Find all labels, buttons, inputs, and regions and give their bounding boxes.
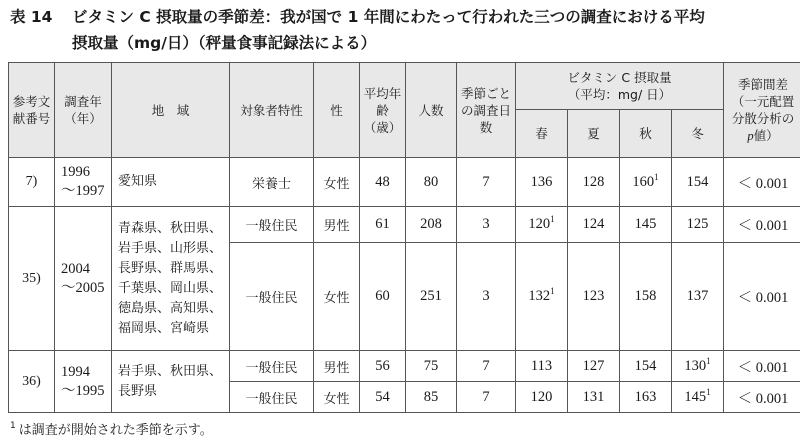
header-pvalue bbox=[724, 63, 800, 158]
cell-winter bbox=[672, 382, 724, 413]
cell-days: 7 bbox=[457, 351, 516, 382]
cell-summer: 131 bbox=[568, 382, 620, 413]
cell-year-end: ～2005 bbox=[61, 279, 105, 296]
header-summer: 夏 bbox=[568, 110, 620, 158]
region-line: 千葉県、岡山県、 bbox=[118, 280, 223, 296]
cell-n: 85 bbox=[406, 382, 457, 413]
region-line: 岩手県、秋田県、 bbox=[118, 363, 223, 379]
cell-age: 60 bbox=[360, 243, 406, 351]
season-start-marker: 1 bbox=[706, 355, 711, 366]
cell-winter-value: 130 bbox=[684, 357, 707, 374]
cell-spring-value: 120 bbox=[528, 216, 551, 232]
header-autumn: 秋 bbox=[620, 110, 672, 158]
cell-subject: 一般住民 bbox=[230, 243, 314, 351]
cell-days: 3 bbox=[457, 207, 516, 243]
cell-summer: 128 bbox=[568, 158, 620, 207]
cell-region bbox=[112, 351, 230, 413]
cell-autumn bbox=[620, 158, 672, 207]
cell-year-end: ～1997 bbox=[61, 183, 105, 199]
cell-spring: 113 bbox=[516, 351, 568, 382]
header-pvalue-5: 値） bbox=[753, 127, 779, 143]
cell-sex: 男性 bbox=[314, 351, 360, 382]
table-row bbox=[9, 158, 800, 207]
cell-year-start: 1994 bbox=[61, 363, 90, 380]
cell-year-end: ～1995 bbox=[61, 382, 105, 399]
cell-winter-value: 145 bbox=[684, 388, 707, 405]
footnote bbox=[10, 419, 213, 438]
header-pvalue-1: 季節間差 bbox=[737, 76, 788, 92]
cell-autumn: 145 bbox=[620, 207, 672, 243]
cell-pvalue: ＜ 0.001 bbox=[724, 158, 800, 207]
header-vitc-title: ビタミン C 摂取量 bbox=[567, 70, 672, 85]
cell-spring bbox=[516, 243, 568, 351]
header-spring: 春 bbox=[516, 110, 568, 158]
cell-sex: 男性 bbox=[314, 207, 360, 243]
cell-sex: 女性 bbox=[314, 158, 360, 207]
header-ref: 参考文献番号 bbox=[9, 63, 55, 158]
header-vitc bbox=[516, 63, 724, 110]
cell-region: 愛知県 bbox=[112, 158, 230, 207]
cell-pvalue: ＜ 0.001 bbox=[724, 243, 800, 351]
table-row bbox=[9, 351, 800, 382]
cell-n: 80 bbox=[406, 158, 457, 207]
season-start-marker: 1 bbox=[550, 214, 555, 224]
season-start-marker: 1 bbox=[550, 286, 555, 296]
cell-pvalue: ＜ 0.001 bbox=[724, 382, 800, 413]
header-winter: 冬 bbox=[672, 110, 724, 158]
region-line: 長野県 bbox=[118, 383, 158, 399]
cell-year bbox=[55, 158, 112, 207]
header-n: 人数 bbox=[406, 63, 457, 158]
cell-region bbox=[112, 207, 230, 351]
cell-year bbox=[55, 351, 112, 413]
table-number: 表 14 bbox=[10, 8, 53, 26]
cell-spring: 136 bbox=[516, 158, 568, 207]
cell-days: 7 bbox=[457, 158, 516, 207]
cell-sex: 女性 bbox=[314, 382, 360, 413]
header-age: 平均年齢（歳） bbox=[360, 63, 406, 158]
region-line: 長野県、群馬県、 bbox=[118, 260, 223, 276]
cell-year-start: 1996 bbox=[61, 164, 90, 180]
cell-n: 251 bbox=[406, 243, 457, 351]
cell-subject: 栄養士 bbox=[230, 158, 314, 207]
cell-n: 75 bbox=[406, 351, 457, 382]
footnote-marker: 1 bbox=[10, 421, 16, 431]
cell-age: 48 bbox=[360, 158, 406, 207]
cell-spring bbox=[516, 207, 568, 243]
cell-spring-value: 132 bbox=[528, 288, 551, 304]
cell-age: 54 bbox=[360, 382, 406, 413]
header-days: 季節ごとの調査日数 bbox=[457, 63, 516, 158]
region-line: 岩手県、山形県、 bbox=[118, 240, 223, 256]
cell-autumn: 163 bbox=[620, 382, 672, 413]
header-pvalue-2: （一元配置 bbox=[731, 93, 795, 109]
cell-age: 56 bbox=[360, 351, 406, 382]
cell-ref: 7) bbox=[9, 158, 55, 207]
cell-age: 61 bbox=[360, 207, 406, 243]
region-line: 福岡県、宮崎県 bbox=[118, 320, 210, 336]
cell-summer: 123 bbox=[568, 243, 620, 351]
cell-subject: 一般住民 bbox=[230, 382, 314, 413]
footnote-text: は調査が開始された季節を示す。 bbox=[18, 423, 213, 438]
vitamin-c-table bbox=[8, 62, 800, 413]
season-start-marker: 1 bbox=[654, 171, 659, 182]
cell-year-start: 2004 bbox=[61, 260, 90, 277]
cell-year bbox=[55, 207, 112, 351]
cell-pvalue: ＜ 0.001 bbox=[724, 351, 800, 382]
cell-autumn-value: 160 bbox=[632, 173, 655, 190]
cell-sex: 女性 bbox=[314, 243, 360, 351]
title-line-2: 摂取量（mg/日）（秤量食事記録法による） bbox=[72, 34, 377, 52]
cell-winter: 125 bbox=[672, 207, 724, 243]
season-start-marker: 1 bbox=[706, 386, 711, 397]
region-line: 青森県、秋田県、 bbox=[118, 220, 223, 236]
cell-summer: 127 bbox=[568, 351, 620, 382]
table-title bbox=[10, 4, 795, 56]
header-vitc-unit: （平均：mg/ 日） bbox=[567, 87, 672, 102]
table-row bbox=[9, 207, 800, 243]
cell-winter: 137 bbox=[672, 243, 724, 351]
header-pvalue-4 bbox=[726, 127, 800, 145]
cell-winter bbox=[672, 351, 724, 382]
cell-summer: 124 bbox=[568, 207, 620, 243]
header-sex: 性 bbox=[314, 63, 360, 158]
header-region: 地 域 bbox=[112, 63, 230, 158]
header-pvalue-p: p bbox=[747, 128, 754, 143]
cell-winter: 154 bbox=[672, 158, 724, 207]
cell-autumn: 158 bbox=[620, 243, 672, 351]
cell-subject: 一般住民 bbox=[230, 351, 314, 382]
header-subject: 対象者特性 bbox=[230, 63, 314, 158]
cell-days: 7 bbox=[457, 382, 516, 413]
header-pvalue-3: 分散分析の bbox=[731, 110, 795, 126]
cell-ref: 35) bbox=[9, 207, 55, 351]
cell-pvalue: ＜ 0.001 bbox=[724, 207, 800, 243]
cell-autumn: 154 bbox=[620, 351, 672, 382]
cell-ref: 36) bbox=[9, 351, 55, 413]
title-line-1: ビタミン C 摂取量の季節差：我が国で 1 年間にわたって行われた三つの調査における平均 bbox=[72, 8, 705, 26]
header-year: 調査年（年） bbox=[55, 63, 112, 158]
cell-subject: 一般住民 bbox=[230, 207, 314, 243]
region-line: 徳島県、高知県、 bbox=[118, 300, 223, 316]
cell-days: 3 bbox=[457, 243, 516, 351]
cell-spring: 120 bbox=[516, 382, 568, 413]
cell-n: 208 bbox=[406, 207, 457, 243]
